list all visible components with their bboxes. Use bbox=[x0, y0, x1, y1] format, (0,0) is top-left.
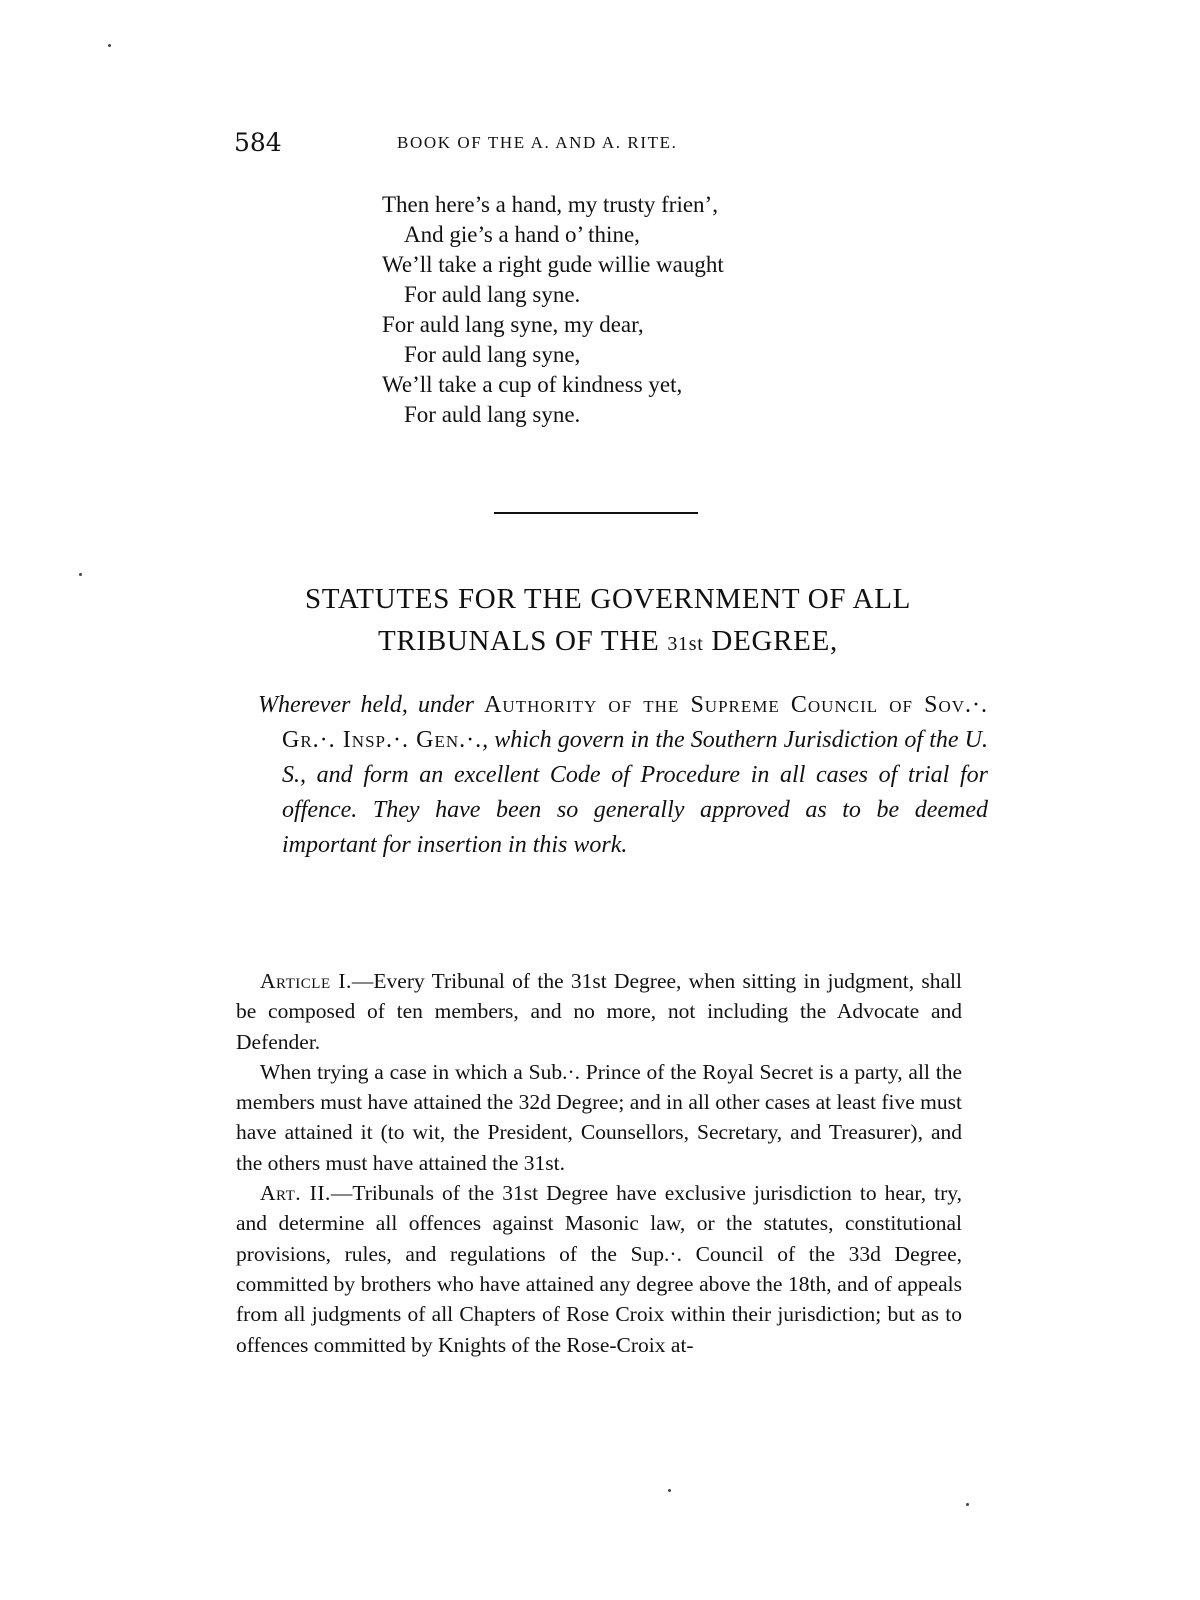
page-header bbox=[234, 128, 994, 168]
running-head: BOOK OF THE A. AND A. RITE. bbox=[397, 133, 678, 152]
verse-line: And gie’s a hand o’ thine, bbox=[404, 222, 640, 247]
article-1-continuation: When trying a case in which a Sub.·. Prince of the Royal Secret is a party, all the members must have attained the 32d Degree; and in all other cases at least five must have attained it (to wit, the President, Counsellors, Secretary, and Treasurer), and the others must have attained the 31st. bbox=[236, 1059, 962, 1175]
heading-line-1: STATUTES FOR THE GOVERNMENT OF ALL bbox=[304, 583, 912, 615]
statutes-body bbox=[236, 966, 962, 1360]
scan-speck bbox=[966, 1503, 969, 1506]
verse-line: For auld lang syne, my dear, bbox=[382, 312, 644, 337]
intro-text-2: , which govern in the Southern Jurisdiction of the U. S., and form an excellent Code of Procedure in all cases of trial for offence. They have been so generally approved as to be deemed important for insertion in this work. bbox=[282, 727, 988, 858]
section-divider bbox=[494, 512, 698, 514]
article-2-paragraph bbox=[236, 1178, 962, 1360]
intro-paragraph bbox=[258, 688, 988, 863]
scan-speck bbox=[79, 573, 82, 576]
intro-text-1: Wherever held, under bbox=[258, 692, 485, 718]
verse-line: For auld lang syne. bbox=[404, 282, 581, 307]
intro-authority: Authority of the Supreme Council of Sov.·. Gr.·. Insp.·. Gen.·. bbox=[282, 692, 988, 753]
scan-speck bbox=[668, 1489, 671, 1492]
heading-line-2-end: DEGREE, bbox=[703, 625, 838, 657]
page-number: 584 bbox=[234, 128, 282, 157]
verse-line: Then here’s a hand, my trusty frien’, bbox=[382, 192, 718, 217]
article-text: —Every Tribunal of the 31st Degree, when sitting in judgment, shall be composed of ten members, and no more, not including the Advocate and Defender. bbox=[236, 969, 962, 1054]
heading-line-2-start: TRIBUNALS OF THE bbox=[378, 625, 668, 657]
scan-speck bbox=[108, 44, 111, 47]
heading-degree: 31st bbox=[667, 633, 704, 655]
verse-block bbox=[382, 190, 724, 430]
verse-line: We’ll take a cup of kindness yet, bbox=[382, 372, 683, 397]
section-heading bbox=[228, 578, 988, 665]
article-1-paragraph bbox=[236, 966, 962, 1057]
verse-line: For auld lang syne, bbox=[404, 342, 581, 367]
heading-line-2 bbox=[228, 620, 988, 665]
article-label: Art. II. bbox=[260, 1181, 331, 1206]
verse-line: We’ll take a right gude willie waught bbox=[382, 252, 724, 277]
article-label: Article I. bbox=[260, 969, 352, 993]
verse-line: For auld lang syne. bbox=[404, 402, 581, 427]
article-text: —Tribunals of the 31st Degree have exclusive jurisdiction to hear, try, and determine all offences against Masonic law, or the statutes, constitutional provisions, rules, and regulations of the Sup.·. Council of the 33d Degree, committed by brothers who have attained any degree above the 18th, and of appeals from all judgments of all Chapters of Rose Croix within their jurisdiction; but as to offences committed by Knights of the Rose-Croix at- bbox=[236, 1181, 962, 1357]
